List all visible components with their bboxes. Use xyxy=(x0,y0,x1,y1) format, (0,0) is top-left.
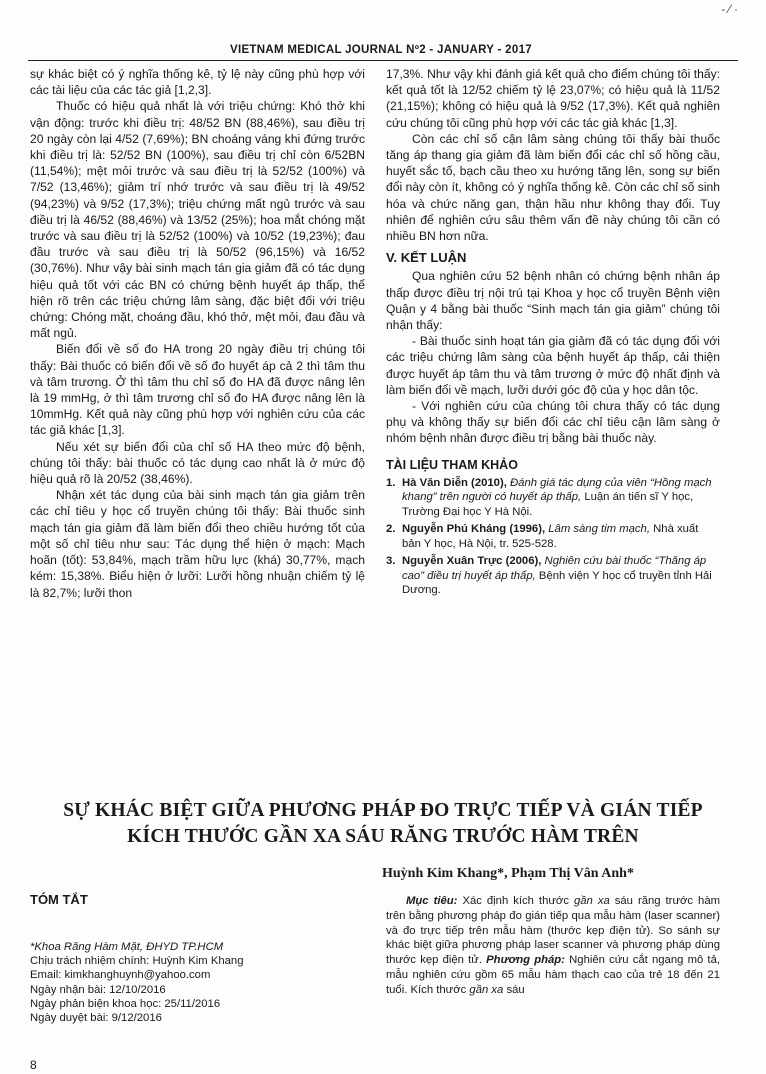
paragraph: Nhận xét tác dụng của bài sinh mạch tán gia giảm trên các chỉ tiêu y học cổ truyền chúng tôi thấy: Bài thuốc sinh mạch tán gia giảm đã làm biến đổi theo chiều hướng tốt của một số chỉ tiêu như sau: Tác dụng thể hiện ở mạch: Mạch hoãn (tốt): 53,84%, mạch trầm hữu lực (khá) 30,77%, mạch kém: 15,38%. Biểu hiện ở lưỡi: Lưỡi hồng nhuận chiếm tỷ lệ là 82,7%; lưỡi thon xyxy=(30,488,365,600)
paragraph: sự khác biệt có ý nghĩa thống kê, tỷ lệ này cũng phù hợp với các tài liệu của các tác giả [1,2,3]. xyxy=(30,67,365,98)
paragraph: Thuốc có hiệu quả nhất là với triệu chứng: Khó thở khi vận động: trước khi điều trị: 48/52 BN (88,46%), sau điều trị 20 ngày còn lại 4/52 (7,69%); BN choáng váng khi đứng trước khi điều trị là: 52/52 BN (100%), sau điều trị chỉ còn 6/52BN (11,54%); mệt mỏi trước và sau điều trị là 52/52 (100%) và 7/52 (13,46%); giảm trí nhớ trước và sau điều trị là 49/52 (94,23%) và 9/52 (17,3%); triệu chứng mất ngủ trước và sau điều trị là 46/52 (88,46%) và 13/52 (25%); hoa mắt chóng mặt trước và sau điều trị là 52/52 (100%) và 10/52 (19,23%); đau đầu trước và sau điều trị là 50/52 (96,15%) và 16/52 (30,76%). Như vậy bài sinh mạch tán gia giảm đã có tác dụng hiệu quả tốt với các BN có chứng bệnh huyết áp thấp, thể hiện rõ trên các triệu chứng lâm sàng, đặc biệt đối với triệu chứng: Chóng mặt, choáng đầu, khó thở, mệt mỏi, đau đầu và mất ngủ. xyxy=(30,99,365,341)
reference-title: Lâm sàng tim mạch, xyxy=(548,523,650,536)
article-authors: Huỳnh Kim Khang*, Phạm Thị Vân Anh* xyxy=(382,866,634,881)
paragraph: Qua nghiên cứu 52 bệnh nhân có chứng bệnh nhân áp thấp được điều trị nội trú tại Khoa y học cổ truyền Bệnh viện Quận y 4 bằng bài thuốc “Sinh mạch tán gia giảm” chúng tôi nhận thấy: xyxy=(386,269,720,333)
abstract-term: gần xa xyxy=(469,983,504,996)
abstract-fragment: sáu răng trước hàm trên bằng phương pháp đo gián tiếp qua mẫu hàm (laser scanner) và đo trực tiếp trên mẫu hàm (thước kẹp điện tử). So sánh sự khác biệt giữa phương pháp laser scanner và phương pháp dùng thước kẹp điện tử. xyxy=(386,895,721,967)
reference-author: Nguyễn Xuân Trực (2006), xyxy=(402,555,542,568)
footnote-email: Email: kimkhanghuynh@yahoo.com xyxy=(30,969,211,982)
footnote-reviewed: Ngày phản biện khoa học: 25/11/2016 xyxy=(30,997,221,1010)
abstract-paragraph xyxy=(386,894,720,998)
paragraph: - Với nghiên cứu của chúng tôi chưa thấy có tác dụng phụ và không thấy sự biến đổi các chỉ tiêu cận lâm sàng ở nhóm bệnh nhân được điều trị bằng bài thuốc này. xyxy=(386,399,720,446)
article-title-line-1: SỰ KHÁC BIỆT GIỮA PHƯƠNG PHÁP ĐO TRỰC TIẾP VÀ GIÁN TIẾP xyxy=(63,800,703,821)
reference-body xyxy=(402,554,720,598)
footnote-received: Ngày nhận bài: 12/10/2016 xyxy=(30,983,166,996)
reference-author: Hà Văn Diễn (2010), xyxy=(402,476,507,489)
paragraph: Biến đổi về số đo HA trong 20 ngày điều trị chúng tôi thấy: Bài thuốc có biến đổi về số đo huyết áp cả 2 thì tâm thu và tâm trương. Ở thì tâm thu chỉ số đo HA đã được nâng lên là 19 mmHg, ở thì tâm trương chỉ số đo HA được nâng lên là 10mmHg. Kết quả này cũng phù hợp với nghiên cứu của các tác giả khác [1,3]. xyxy=(30,342,365,438)
reference-source: Luận án tiến sĩ Y học, Trường Đại học Y Hà Nội. xyxy=(402,491,694,518)
abstract-fragment: Xác định kích thước xyxy=(462,895,569,907)
reference-body xyxy=(402,476,720,520)
abstract-label-objective: Mục tiêu: xyxy=(406,895,458,907)
reference-number: 2. xyxy=(386,523,396,536)
abstract-text xyxy=(386,894,720,998)
reference-item xyxy=(386,554,720,598)
section-heading: V. KẾT LUẬN xyxy=(386,250,467,266)
author-footnotes xyxy=(30,940,360,1025)
reference-item xyxy=(386,522,720,551)
paragraph: Nếu xét sự biến đổi của chỉ số HA theo mức độ bệnh, chúng tôi thấy: bài thuốc có tác dụng cao nhất là ở mức độ hiệu quả rõ là 20/52 (38,46%). xyxy=(30,439,365,487)
abstract-fragment: Nghiên cứu cắt ngang mô tả, mẫu nghiên cứu gồm 65 mẫu hàm thạch cao của trẻ 18 đến 21 tuổi. Kích thước xyxy=(386,954,720,996)
journal-header: VIETNAM MEDICAL JOURNAL Nº2 - JANUARY - 2017 xyxy=(230,44,532,56)
paragraph: - Bài thuốc sinh hoạt tán gia giảm đã có tác dụng đối với các triệu chứng lâm sàng của bệnh huyết áp thấp, cải thiện được huyết áp tâm thu và tâm trương ở mức độ nhất định và làm biến đổi về mạch, lưỡi dưới góc độ của y học dân tộc. xyxy=(386,334,720,397)
footnote-corresponding: Chịu trách nhiệm chính: Huỳnh Kim Khang xyxy=(30,955,244,968)
reference-item xyxy=(386,476,720,520)
footnote-approved: Ngày duyệt bài: 9/12/2016 xyxy=(30,1012,162,1025)
reference-author: Nguyễn Phú Kháng (1996), xyxy=(402,523,546,536)
paragraph: Còn các chỉ số cận lâm sàng chúng tôi thấy bài thuốc tăng áp thang gia giảm đã làm biến đổi các chỉ số hồng cầu, huyết sắc tố, bạch cầu theo xu hướng tăng lên, song sự biến đổi này còn ít, không có ý nghĩa thống kê. Còn các chỉ số sinh hóa và chức năng gan, thận hầu như không thay đổi. Tuy nhiên để nghiên cứu sâu thêm vấn đề này chúng tôi cần có nhiều BN hơn nữa. xyxy=(386,131,720,244)
reference-title: Đánh giá tác dụng của viên “Hồng mạch khang” trên người có huyết áp thấp, xyxy=(402,476,712,504)
header-rule xyxy=(28,60,738,61)
article-title-line-2: KÍCH THƯỚC GẦN XA SÁU RĂNG TRƯỚC HÀM TRÊN xyxy=(127,826,639,847)
abstract-fragment: sáu xyxy=(506,983,525,996)
references-heading: TÀI LIỆU THAM KHẢO xyxy=(386,457,518,472)
right-column xyxy=(386,66,720,598)
reference-title: Nghiên cứu bài thuốc “Thăng áp cao” điều trị huyết áp thấp, xyxy=(402,555,707,582)
reference-list xyxy=(386,476,720,598)
reference-source: Nhà xuất bản Y học, Hà Nội, tr. 525-528. xyxy=(402,523,699,550)
scan-mark: - ⁄ · xyxy=(721,2,738,16)
footnote-affiliation: *Khoa Răng Hàm Mặt, ĐHYD TP.HCM xyxy=(30,941,224,953)
abstract-heading: TÓM TẮT xyxy=(30,892,88,907)
left-column xyxy=(30,66,365,601)
reference-body xyxy=(402,522,720,551)
abstract-term: gần xa xyxy=(573,895,610,907)
page-number: 8 xyxy=(30,1058,37,1072)
reference-number: 3. xyxy=(386,555,396,568)
abstract-label-method: Phương pháp: xyxy=(486,954,565,967)
paragraph: 17,3%. Như vậy khi đánh giá kết quả cho điểm chúng tôi thấy: kết quả tốt là 12/52 chiếm tỷ lệ 23,07%; có hiệu quả là 11/52 (21,15%); không có hiệu quả là 9/52 (17,3%). Kết quả nghiên cứu chúng tôi cũng phù hợp với các tác giả khác [1,3]. xyxy=(386,67,720,130)
reference-source: Bệnh viện Y học cổ truyền tỉnh Hải Dương. xyxy=(402,569,712,597)
reference-number: 1. xyxy=(386,476,396,489)
